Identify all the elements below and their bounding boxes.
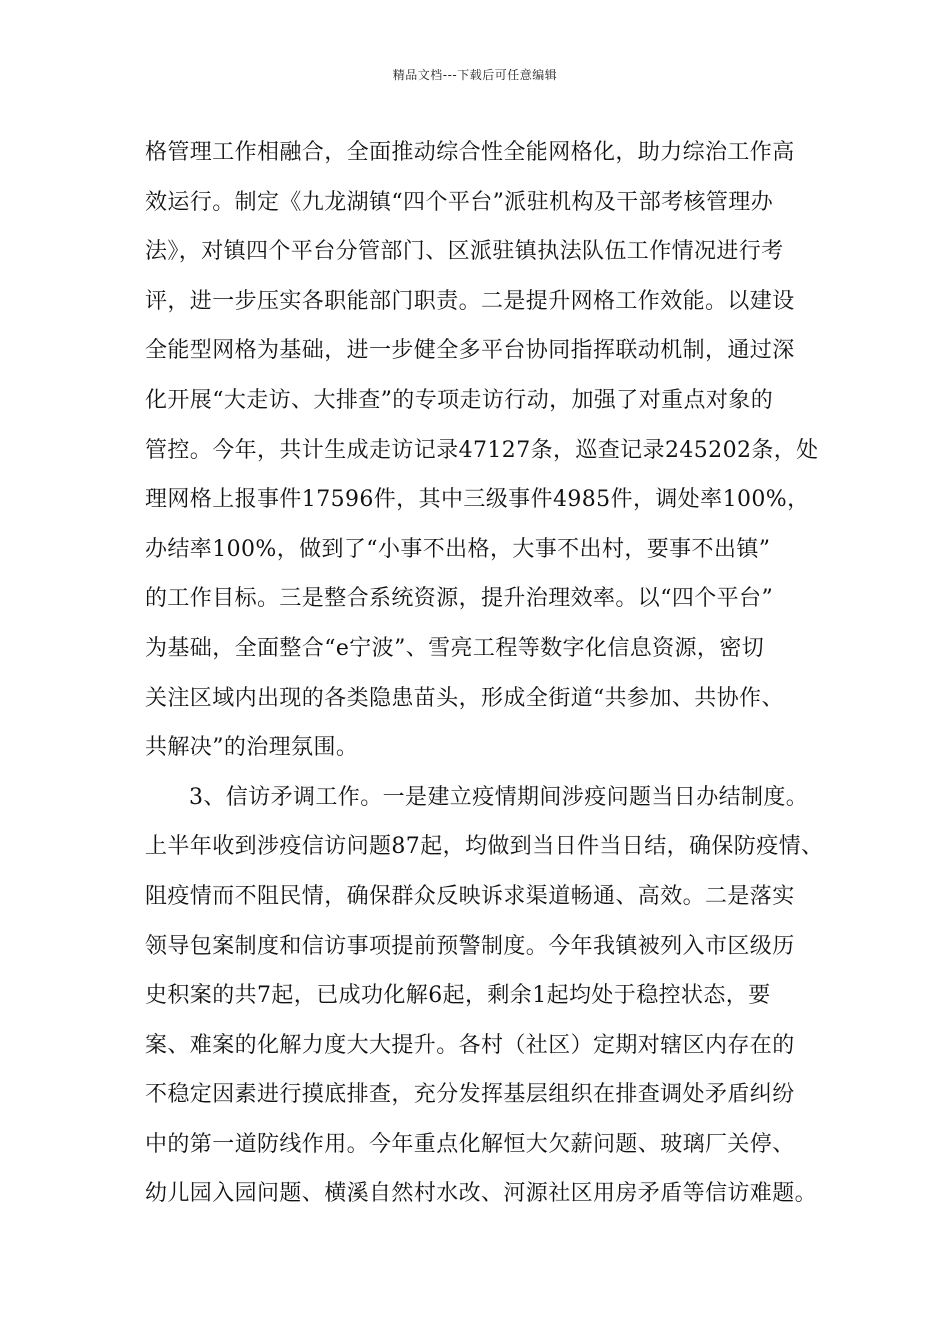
text-line: 全能型网格为基础，进一步健全多平台协同指挥联动机制，通过深 <box>145 338 795 364</box>
text-line: 办结率100%，做到了“小事不出格，大事不出村，要事不出镇” <box>145 536 771 562</box>
text-line: 中的第一道防线作用。今年重点化解恒大欠薪问题、玻璃厂关停、 <box>145 1131 795 1157</box>
section-heading-line: 3、信访矛调工作。一是建立疫情期间涉疫问题当日办结制度。 <box>189 784 809 810</box>
text-line: 管控。今年，共计生成走访记录47127条，巡查记录245202条，处 <box>145 437 819 463</box>
document-body <box>145 128 824 1219</box>
text-line: 法》，对镇四个平台分管部门、区派驻镇执法队伍工作情况进行考 <box>145 239 784 265</box>
text-line: 化开展“大走访、大排查”的专项走访行动，加强了对重点对象的 <box>145 387 774 413</box>
text-line: 幼儿园入园问题、横溪自然村水改、河源社区用房矛盾等信访难题。 <box>145 1181 818 1207</box>
text-line: 为基础，全面整合“e宁波”、雪亮工程等数字化信息资源，密切 <box>145 635 765 661</box>
text-line: 阻疫情而不阻民情，确保群众反映诉求渠道畅通、高效。二是落实 <box>145 883 795 909</box>
text-line: 不稳定因素进行摸底排查，充分发挥基层组织在排查调处矛盾纠纷 <box>145 1082 795 1108</box>
text-line: 领导包案制度和信访事项提前预警制度。今年我镇被列入市区级历 <box>145 933 795 959</box>
text-line: 上半年收到涉疫信访问题87起，均做到当日件当日结，确保防疫情、 <box>145 834 824 860</box>
text-line: 案、难案的化解力度大大提升。各村（社区）定期对辖区内存在的 <box>145 1032 795 1058</box>
text-line: 史积案的共7起，已成功化解6起，剩余1起均处于稳控状态，要 <box>145 983 771 1009</box>
text-line: 关注区域内出现的各类隐患苗头，形成全街道“共参加、共协作、 <box>145 685 784 711</box>
text-line: 评，进一步压实各职能部门职责。二是提升网格工作效能。以建设 <box>145 288 795 314</box>
text-line: 效运行。制定《九龙湖镇“四个平台”派驻机构及干部考核管理办 <box>145 189 774 215</box>
text-line: 的工作目标。三是整合系统资源，提升治理效率。以“四个平台” <box>145 586 774 612</box>
text-line: 格管理工作相融合，全面推动综合性全能网格化，助力综治工作高 <box>145 140 795 165</box>
text-line: 理网格上报事件17596件，其中三级事件4985件，调处率100%， <box>145 487 810 513</box>
page-header: 精品文档---下载后可任意编辑 <box>392 68 558 82</box>
text-line: 共解决”的治理氛围。 <box>145 735 359 761</box>
